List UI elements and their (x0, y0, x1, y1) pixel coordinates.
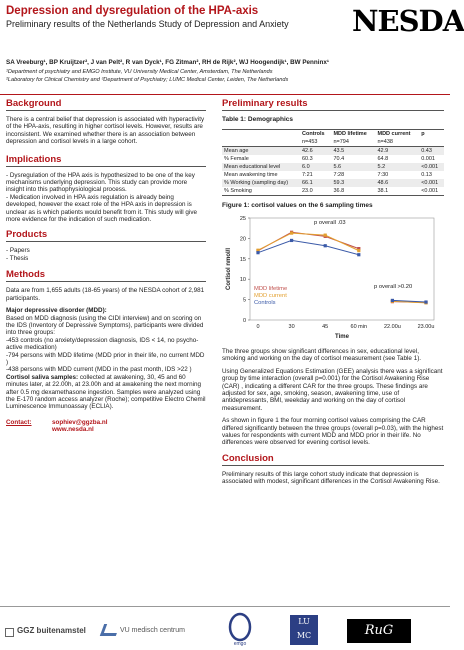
results-para-2: Using Generalized Equations Estimation (GEE) analysis there was a significant group by time interaction (overall p=0.001) for the Cortisol Awakening Rise (CAR) , indicating a different CAR for the three groups. These findings are adjusted for sex, age, smoking, season, awakening time, use of antidepressants, BMI, weekday and working on the day of cortisol measurement. (222, 367, 443, 412)
author-list: SA Vreeburg¹, BP Kruijtzer², J van Pelt², R van Dyck¹, FG Zitman², RH de Rijk², WJ Hoogendijk¹, BW Penninx¹ (6, 59, 329, 66)
table-cell: 38.1 (376, 187, 420, 196)
y-tick-label: 10 (239, 277, 246, 284)
table-header-row (222, 130, 444, 139)
table-row (222, 163, 444, 171)
table-subheader-cell: n=794 (331, 138, 375, 147)
methods-heading: Methods (6, 269, 206, 282)
table-header-cell (222, 130, 300, 139)
header-divider (0, 94, 450, 95)
results-heading: Preliminary results (222, 98, 444, 111)
products-item-papers: - Papers (6, 247, 30, 255)
table-row (222, 179, 444, 187)
right-column (222, 98, 444, 486)
x-tick-label: 45 (322, 324, 329, 330)
emgo-logo-text: emgo (233, 641, 247, 647)
table-header-cell: MDD current (376, 130, 420, 139)
poster-header (0, 0, 464, 44)
lumc-logo: LU MC (290, 615, 318, 645)
table-cell: 7:28 (333, 172, 345, 178)
table-cell: 7:30 (377, 172, 389, 178)
table-cell: <0.001 (421, 164, 439, 170)
y-tick-label: 15 (239, 256, 246, 263)
x-tick-label: 0 (256, 324, 260, 330)
table-cell: 0.13 (421, 172, 432, 178)
contact-email-link[interactable]: sophiev@ggzba.nl (52, 418, 108, 426)
demographics-table (222, 129, 444, 196)
table-row (222, 155, 444, 163)
table-subheader-cell (419, 138, 444, 147)
legend-entry: MDD current (254, 293, 287, 299)
table-cell: 7:21 (302, 172, 313, 178)
contact-web-link[interactable]: www.nesda.nl (52, 425, 94, 433)
data-point-2 (357, 253, 360, 256)
y-tick-label: 25 (239, 216, 246, 222)
table-cell: 59.3 (333, 180, 345, 186)
conclusion-text: Preliminary results of this large cohort study indicate that depression is associated with modest, significant differences in the Cortisol Awakening Rise. (222, 470, 440, 486)
saliva-text: collected at awakening, 30, 45 and 60 minutes later, at 22.00h, at 23.00h and at awakening the next morning after 0.5 mg dexamethasone ingestion. Samples were analyzed using the E-170 random access analyzer (Roche); competitive Electro Chemil Luminescence Immunoassay (ECLIA). (6, 373, 206, 411)
vumc-logo: VU medisch centrum (120, 627, 185, 634)
table-cell: 6.0 (302, 164, 310, 170)
data-point-2 (424, 300, 427, 303)
results-para-1: The three groups show significant differences in sex, educational level, smoking and working on the day of cortisol measurement (see Table 1). (222, 348, 422, 363)
table-row-label: Mean awakening time (224, 172, 278, 178)
annotation-p-overall-morning: p overall .03 (314, 220, 346, 226)
data-point-2 (324, 244, 327, 247)
data-point-2 (391, 299, 394, 302)
plot-area (250, 218, 434, 320)
table-row-label: % Smoking (222, 187, 300, 196)
results-para-3: As shown in figure 1 the four morning cortisol values comprising the CAR differed significantly between the three groups (overall p=0.03), with the highest values for respondents with current MDD and MDD prior in their life. No differences were observed for evening cortisol levels. (222, 417, 444, 447)
table-subheader-cell (222, 138, 300, 147)
ggz-logo-icon (5, 628, 14, 637)
left-column (6, 98, 206, 433)
data-point-1 (324, 234, 327, 237)
vumc-logo-icon (100, 624, 120, 636)
table-cell: 42.6 (302, 148, 313, 154)
data-point-2 (256, 251, 259, 254)
table-body (222, 147, 444, 196)
emgo-logo-icon (228, 613, 252, 647)
conclusion-heading: Conclusion (222, 453, 444, 466)
mdd-title: Major depressive disorder (MDD): (6, 307, 107, 315)
background-heading: Background (6, 98, 206, 111)
contact-block (6, 419, 206, 433)
table-cell: 5.2 (377, 164, 386, 170)
table-subheader-cell: n=453 (300, 138, 331, 147)
rug-logo: RuG (347, 619, 411, 643)
sponsor-footer (0, 606, 450, 650)
table-subheader-row (222, 138, 444, 147)
table-cell: 60.3 (302, 156, 313, 162)
figure-caption: Figure 1: cortisol values on the 6 sampling times (222, 202, 373, 209)
table-subheader-cell: n=438 (376, 138, 420, 147)
table-row (222, 171, 444, 179)
mdd-text: Based on MDD diagnosis (using the CIDI interview) and on scoring on the IDS (Inventory of Depressive Symptoms), participants were divided into three groups: (6, 314, 204, 337)
table-cell: 66.1 (302, 180, 313, 186)
table-header-cell: Controls (300, 130, 331, 139)
table-row-label: Mean age (224, 148, 249, 154)
products-heading: Products (6, 229, 206, 242)
x-axis-label: Time (335, 334, 349, 340)
saliva-paragraph (6, 374, 206, 411)
table-cell: 0.001 (421, 156, 435, 162)
products-item-thesis: - Thesis (6, 254, 29, 262)
table-cell: 43.5 (333, 148, 345, 154)
cortisol-chart-svg (222, 212, 444, 342)
group-mdd-lifetime: -794 persons with MDD lifetime (MDD prior in their life, no current MDD ) (6, 351, 205, 366)
group-controls: -453 controls (no anxiety/depression diagnosis, IDS < 14, no psycho-active medication) (6, 336, 199, 352)
cortisol-chart (222, 212, 444, 342)
x-tick-label: 23.00u (417, 324, 435, 330)
data-point-1 (290, 231, 293, 234)
contact-label: Contact: (6, 418, 32, 426)
y-tick-label: 5 (242, 297, 246, 304)
poster-subtitle: Preliminary results of the Netherlands Study of Depression and Anxiety (6, 19, 289, 29)
x-tick-label: 30 (288, 324, 295, 330)
table-row-label: Mean educational level (224, 164, 281, 170)
poster-title: Depression and dysregulation of the HPA-axis (6, 5, 259, 17)
table-cell: 36.8 (331, 187, 375, 196)
nesda-logo (350, 4, 464, 40)
background-text: There is a central belief that depression is associated with hyperactivity of the HPA-axis, resulting in higher cortisol levels. However, results are inconsistent. We examined whether there is an association between depression and cortisol levels in a large cohort. (6, 116, 205, 146)
table-row-label: % Female (224, 156, 249, 162)
table-cell: 5.6 (333, 164, 342, 170)
table-cell: 70.4 (333, 156, 345, 162)
annotation-p-overall-evening: p overall >0.20 (374, 284, 413, 290)
y-tick-label: 0 (242, 318, 246, 324)
methods-intro: Data are from 1,655 adults (18-65 years) of the NESDA cohort of 2,981 participants. (6, 287, 205, 302)
table-row-label: % Working (sampling day) (224, 180, 289, 186)
table-cell: 48.6 (377, 180, 389, 186)
implications-heading: Implications (6, 154, 206, 167)
group-mdd-current: -438 persons with MDD current (MDD in the past month, IDS >22 ) (6, 366, 192, 374)
table-cell: 23.0 (300, 187, 331, 196)
legend-entry: MDD lifetime (254, 286, 288, 292)
x-tick-label: 60 min (350, 324, 368, 330)
table-cell: <0.001 (419, 187, 444, 196)
table-cell: 0.43 (421, 148, 432, 154)
table-caption: Table 1: Demographics (222, 116, 294, 123)
table-header-cell: p (419, 130, 444, 139)
implications-text-1: - Dysregulation of the HPA axis is hypothesized to be one of the key mechanisms underlying depression. This study can provide more insight into this pathophysiological process. (6, 171, 195, 194)
table-cell: <0.001 (421, 180, 439, 186)
table-cell: 42.9 (377, 148, 389, 154)
data-point-2 (290, 239, 293, 242)
table-header-cell: MDD lifetime (331, 130, 375, 139)
y-axis-label: Cortisol nmol/l (226, 248, 232, 290)
y-tick-label: 20 (239, 236, 246, 243)
affiliation-1: ¹Department of psychiatry and EMGO Institute, VU University Medical Center, Amsterdam, The Netherlands (6, 69, 273, 75)
table-row (222, 147, 444, 156)
table-cell: 64.8 (377, 156, 389, 162)
ggz-buitenamstel-logo: GGZ buitenamstel (17, 626, 86, 635)
affiliation-2: ²Laboratory for Clinical Chemistry and ³Department of Psychiatry; LUMC Medical Center, Leiden, The Netherlands (6, 77, 289, 83)
nesda-logo-text: NESDA (352, 4, 464, 38)
legend-entry: Controls (254, 300, 276, 306)
table-row (222, 187, 444, 196)
x-tick-label: 22.00u (383, 324, 401, 330)
data-point-1 (357, 249, 360, 252)
implications-text-2: - Medication involved in HPA axis regulation is already being developed, however the exact role of the HPA axis in depression is unclear as is which patients would benefit from it. This study will give more evidence for the indication of such medication. (6, 193, 197, 224)
saliva-title: Cortisol saliva samples: (6, 373, 79, 381)
